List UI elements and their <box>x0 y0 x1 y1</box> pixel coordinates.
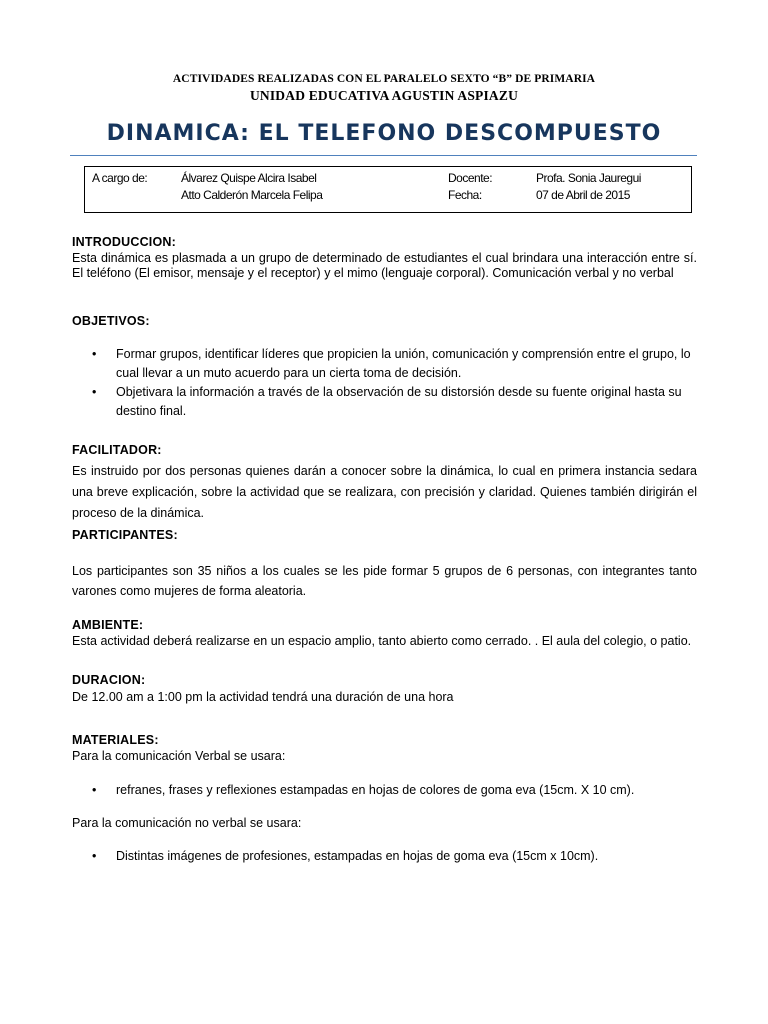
acargo-name-1: Álvarez Quispe Alcira Isabel <box>181 171 317 185</box>
objetivos-list <box>72 345 697 421</box>
fecha-value: 07 de Abril de 2015 <box>536 188 630 202</box>
participantes-text: Los participantes son 35 niños a los cuales se les pide formar 5 grupos de 6 personas, con integrantes tanto varones como mujeres de forma aleatoria. <box>72 564 697 598</box>
acargo-name-2: Atto Calderón Marcela Felipa <box>181 188 323 202</box>
participantes-heading: PARTICIPANTES: <box>72 528 178 542</box>
docente-value: Profa. Sonia Jauregui <box>536 171 641 185</box>
bullet-icon: • <box>92 783 97 797</box>
materiales-verbal-intro: Para la comunicación Verbal se usara: <box>72 748 286 763</box>
list-item: • Formar grupos, identificar líderes que propicien la unión, comunicación y comprensión entre el grupo, lo cual llevar a un muto acuerdo para un cierta toma de decisión. <box>92 347 691 380</box>
materiales-noverbal-intro: Para la comunicación no verbal se usara: <box>72 816 302 830</box>
ambiente-heading: AMBIENTE: <box>72 618 144 632</box>
section-objetivos <box>72 314 697 330</box>
header-activities-line: ACTIVIDADES REALIZADAS CON EL PARALELO SEXTO “B” DE PRIMARIA <box>172 73 596 85</box>
fecha-label: Fecha: <box>448 188 482 202</box>
list-item: • refranes, frases y reflexiones estampadas en hojas de colores de goma eva (15cm. X 10 cm). <box>72 781 697 800</box>
section-materiales <box>72 733 697 764</box>
bullet-icon: • <box>92 385 97 399</box>
materiales-heading: MATERIALES: <box>72 733 159 747</box>
bullet-icon: • <box>92 849 97 863</box>
acargo-label: A cargo de: <box>92 171 148 185</box>
section-duracion <box>72 672 697 706</box>
list-item: • Distintas imágenes de profesiones, estampadas en hojas de goma eva (15cm x 10cm). <box>72 847 697 866</box>
introduccion-text: Esta dinámica es plasmada a un grupo de determinado de estudiantes el cual brindara una interacción entre sí. El teléfono (El emisor, mensaje y el receptor) y el mimo (lenguaje corporal). Comunicación verbal y no verbal <box>72 250 697 280</box>
facilitador-text: Es instruido por dos personas quienes darán a conocer sobre la dinámica, lo cual en primera instancia sedara una breve explicación, sobre la actividad que se realizara, con precisión y claridad. Quienes también dirigirán el proceso de la dinámica. <box>72 464 697 520</box>
ambiente-text: Esta actividad deberá realizarse en un espacio amplio, tanto abierto como cerrado. . El aula del colegio, o patio. <box>72 633 692 648</box>
list-item: • Objetivara la información a través de la observación de su distorsión desde su fuente original hasta su destino final. <box>92 385 682 418</box>
title-underline-divider <box>70 155 697 156</box>
duracion-text: De 12.00 am a 1:00 pm la actividad tendrá una duración de una hora <box>72 690 454 704</box>
docente-label: Docente: <box>448 171 493 185</box>
header-school-name: UNIDAD EDUCATIVA AGUSTIN ASPIAZU <box>249 88 519 103</box>
duracion-heading: DURACION: <box>72 673 146 687</box>
objetivos-heading: OBJETIVOS: <box>72 314 150 328</box>
materiales-verbal-list <box>72 781 697 800</box>
section-ambiente <box>72 618 697 649</box>
introduccion-heading: INTRODUCCION: <box>72 235 176 249</box>
document-title: DINAMICA: EL TELEFONO DESCOMPUESTO <box>106 121 662 146</box>
section-participantes <box>72 528 697 544</box>
bullet-icon: • <box>92 347 97 361</box>
section-introduccion <box>72 235 697 282</box>
facilitador-heading: FACILITADOR: <box>72 443 162 457</box>
participantes-body <box>72 561 697 601</box>
materiales-noverbal-block <box>72 816 697 832</box>
info-box <box>84 166 692 213</box>
materiales-noverbal-list <box>72 847 697 866</box>
section-facilitador <box>72 440 697 524</box>
